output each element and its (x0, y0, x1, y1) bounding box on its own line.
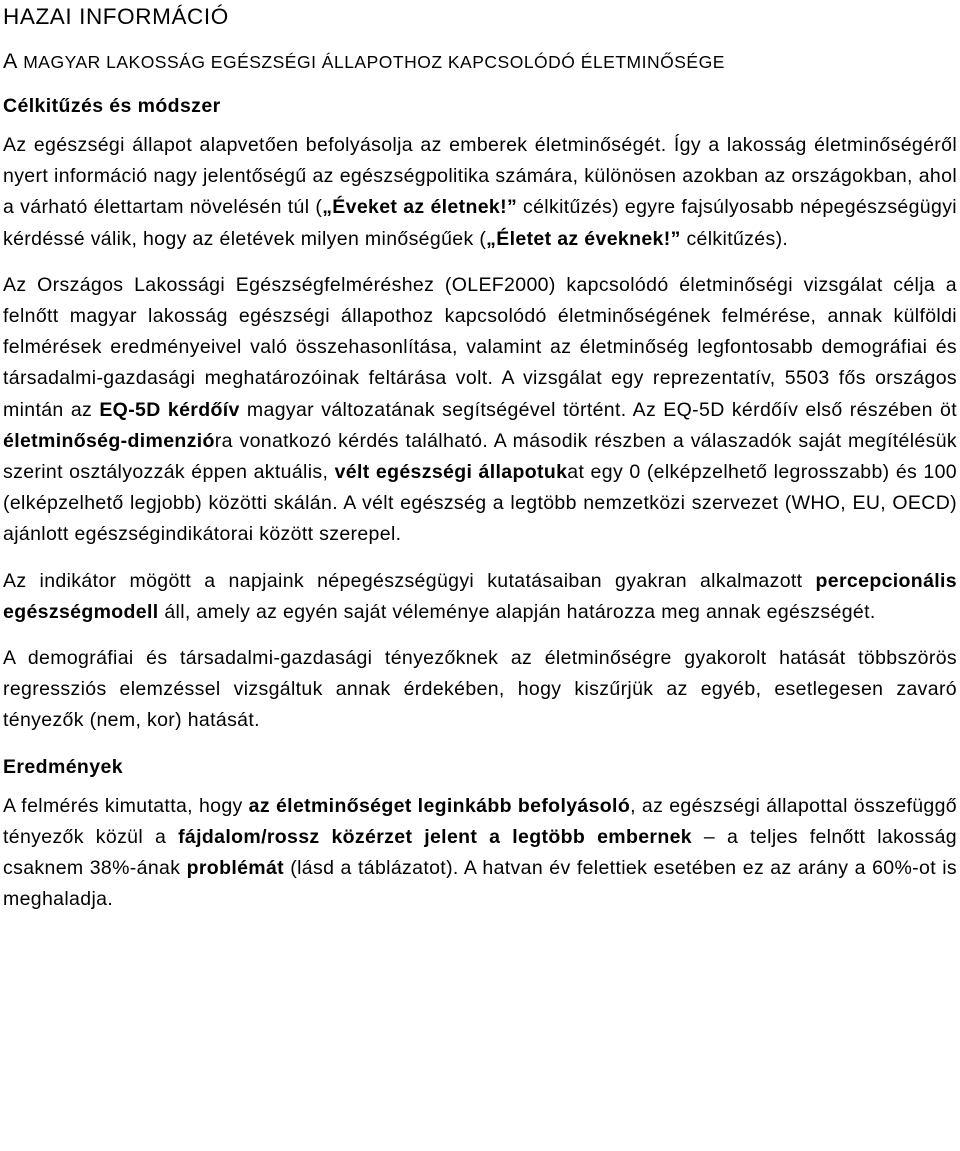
text-run: magyar változatának segítségével történt. Az EQ-5D kérdőív első részében öt (239, 398, 957, 421)
text-run: Az Országos Lakossági Egészségfelméréshez (OLEF2000) kapcsolódó életminőségi vizsgálat célja a felnőtt magyar lakosság egészségi állapothoz kapcsolódó életminőségének felmérése, annak külföldi felmérések eredményeivel való összehasonlítása, valamint az életminőség legfontosabb demográfiai és társadalmi-gazdasági meghatározóinak feltárása volt. A vizsgálat egy reprezentatív, 5503 fős országos mintán az (3, 273, 957, 421)
results-paragraph-1 (3, 791, 957, 916)
text-run: Az egészségi állapot alapvetően befolyásolja az emberek életminőségét. Így a lakosság életminőségéről nyert információ nagy jelentőségű az egészségpolitika számára, különösen azokban az országokban, ahol a várható élettartam növelésén túl ( (3, 134, 957, 219)
bold-run: életminőség-dimenzió (3, 429, 215, 452)
results-heading: Eredmények (3, 755, 123, 778)
text-run: ra vonatkozó kérdés található. A második részben a válaszadók saját megítélésük szerint osztályozzák éppen aktuális, (3, 429, 957, 484)
text-run: áll, amely az egyén saját véleménye alapján határozza meg annak egészségét. (158, 600, 876, 623)
bold-run: percepcionális egészségmodell (3, 569, 957, 623)
subtitle-text: MAGYAR LAKOSSÁG EGÉSZSÉGI ÁLLAPOTHOZ KAPCSOLÓDÓ ÉLETMINŐSÉGE (17, 52, 725, 72)
text-run: célkitűzés) egyre fajsúlyosabb népegészségügyi kérdéssé válik, hogy az életévek milyen minőségűek ( (3, 196, 957, 250)
methods-paragraph-4 (3, 643, 957, 737)
bold-run: problémát (186, 857, 285, 880)
text-run: at egy 0 (elképzelhető legrosszabb) és 100 (elképzelhető legjobb) közötti skálán. A vélt egészség a legtöbb nemzetközi szervezet (WHO, EU, OECD) ajánlott egészségindikátorai között szerepel. (3, 461, 957, 546)
text-run: Az indikátor mögött a napjaink népegészségügyi kutatásaiban gyakran alkalmazott (3, 569, 816, 592)
methods-heading: Célkitűzés és módszer (3, 95, 221, 117)
methods-paragraph-1 (3, 130, 957, 255)
text-run: , az egészségi állapottal összefüggő tényezők közül a (3, 794, 958, 848)
section-title: HAZAI INFORMÁCIÓ (3, 4, 229, 29)
text-run: A felmérés kimutatta, hogy (3, 794, 249, 817)
bold-run: vélt egészségi állapotuk (334, 461, 568, 484)
text-run: (lásd a táblázatot). A hatvan év felettiek esetében ez az arány a 60%-ot is meghaladja. (3, 857, 958, 911)
bold-run: fájdalom/rossz közérzet jelent a legtöbb embernek (178, 825, 692, 848)
methods-paragraph-2 (3, 270, 957, 551)
subtitle-initial: A (3, 49, 18, 73)
text-run: A demográfiai és társadalmi-gazdasági tényezőknek az életminőségre gyakorolt hatását többszörös regressziós elemzéssel vizsgáltuk annak érdekében, hogy kiszűrjük az egyéb, esetlegesen zavaró tényezők (nem, kor) hatását. (3, 647, 957, 732)
bold-run: „Éveket az életnek!” (322, 196, 518, 219)
bold-run: EQ-5D kérdőív (99, 398, 240, 421)
document-subtitle (3, 48, 957, 75)
bold-run: „Életet az éveknek!” (486, 227, 681, 250)
text-run: célkitűzés). (680, 227, 789, 250)
bold-run: az életminőséget leginkább befolyásoló (248, 794, 631, 817)
text-run: – a teljes felnőtt lakosság csaknem 38%-ának (3, 825, 957, 880)
methods-paragraph-3 (3, 566, 957, 628)
